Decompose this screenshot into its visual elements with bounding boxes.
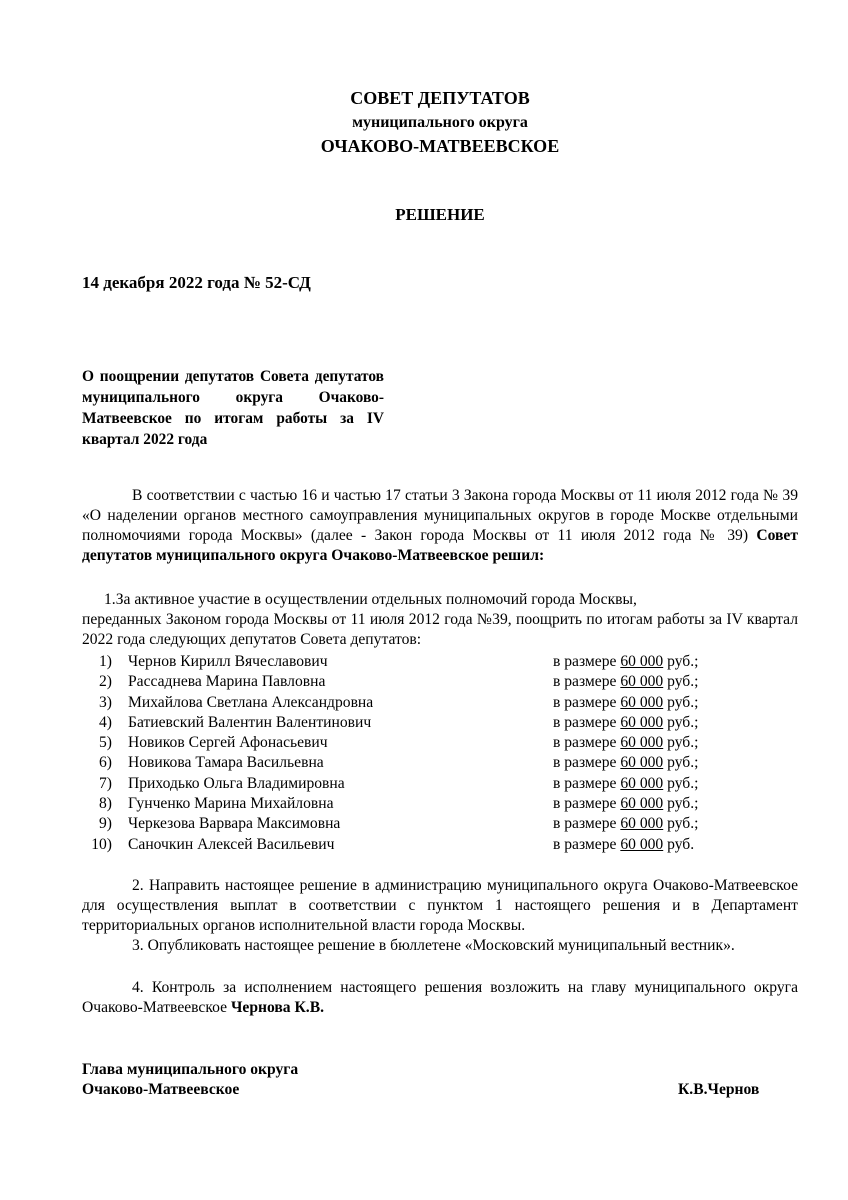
point-4-text: 4. Контроль за исполнением настоящего решения возложить на главу муниципального округа Очаково-Матвеевское bbox=[82, 979, 798, 1016]
deputy-name: Новиков Сергей Афонасьевич bbox=[128, 734, 328, 752]
award-suffix: руб.; bbox=[663, 815, 699, 833]
award-prefix: в размере bbox=[553, 713, 621, 731]
document-type: РЕШЕНИЕ bbox=[395, 205, 485, 224]
deputy-row bbox=[82, 652, 802, 672]
deputy-number: 6) bbox=[99, 754, 112, 772]
award-suffix: руб.; bbox=[663, 795, 699, 813]
point-4-paragraph bbox=[82, 978, 798, 1018]
award-amount: 60 000 bbox=[620, 835, 664, 853]
deputy-number: 4) bbox=[99, 713, 112, 731]
award-suffix: руб.; bbox=[663, 673, 699, 691]
preamble-paragraph bbox=[82, 486, 798, 566]
signature-name: К.В.Чернов bbox=[678, 1081, 760, 1098]
deputy-list bbox=[82, 652, 802, 855]
deputy-name: Батиевский Валентин Валентинович bbox=[128, 713, 372, 731]
award-prefix: в размере bbox=[553, 693, 621, 711]
deputy-number: 1) bbox=[99, 653, 112, 670]
deputy-number: 5) bbox=[99, 734, 112, 752]
point-1-first-line: 1.За активное участие в осуществлении отдельных полномочий города Москвы, bbox=[104, 591, 637, 608]
point-2-paragraph: 2. Направить настоящее решение в администрацию муниципального округа Очаково-Матвеевское для осуществления выплат в соответствии с пунктом 1 настоящего решения и в Департамент территориальных органов исполнительной власти города Москвы. bbox=[82, 877, 798, 934]
award-amount: 60 000 bbox=[620, 795, 664, 813]
deputy-name: Новикова Тамара Васильевна bbox=[128, 754, 324, 772]
deputy-row bbox=[82, 672, 802, 692]
deputy-row bbox=[82, 774, 802, 794]
deputy-name: Михайлова Светлана Александровна bbox=[128, 693, 374, 711]
award-amount: 60 000 bbox=[620, 713, 664, 731]
deputy-award bbox=[553, 733, 698, 753]
signature-title-line1: Глава муниципального округа bbox=[82, 1061, 299, 1078]
award-suffix: руб.; bbox=[663, 653, 699, 670]
award-suffix: руб.; bbox=[663, 713, 699, 731]
signature-title bbox=[82, 1060, 298, 1100]
deputy-name: Приходько Ольга Владимировна bbox=[128, 774, 345, 792]
deputy-award bbox=[553, 672, 698, 692]
deputy-name: Саночкин Алексей Васильевич bbox=[128, 835, 335, 853]
deputy-number: 8) bbox=[99, 795, 112, 813]
deputy-row bbox=[82, 753, 802, 773]
deputy-row bbox=[82, 794, 802, 814]
deputy-award bbox=[553, 713, 698, 733]
award-prefix: в размере bbox=[553, 795, 621, 813]
deputy-row bbox=[82, 713, 802, 733]
deputy-name: Рассаднева Марина Павловна bbox=[128, 673, 326, 691]
award-amount: 60 000 bbox=[620, 815, 664, 833]
deputy-award bbox=[553, 774, 698, 794]
point-1-paragraph bbox=[82, 590, 798, 650]
award-prefix: в размере bbox=[553, 774, 621, 792]
award-amount: 60 000 bbox=[620, 673, 664, 691]
deputy-number: 3) bbox=[99, 693, 112, 711]
deputy-award bbox=[553, 814, 698, 834]
signature-title-line2: Очаково-Матвеевское bbox=[82, 1081, 240, 1098]
deputy-row bbox=[82, 733, 802, 753]
deputy-number: 7) bbox=[99, 774, 112, 792]
award-amount: 60 000 bbox=[620, 774, 664, 792]
award-prefix: в размере bbox=[553, 754, 621, 772]
decision-subject: О поощрении депутатов Совета депутатов муниципального округа Очаково-Матвеевское по итогам работы за IV квартал 2022 года bbox=[82, 368, 384, 448]
deputy-award bbox=[553, 693, 698, 713]
council-subtitle: муниципального округа bbox=[352, 114, 528, 131]
award-amount: 60 000 bbox=[620, 754, 664, 772]
point-4-name: Чернова К.В. bbox=[230, 999, 325, 1016]
award-amount: 60 000 bbox=[620, 653, 664, 670]
deputy-row bbox=[82, 693, 802, 713]
deputy-number: 2) bbox=[99, 673, 112, 691]
award-suffix: руб. bbox=[663, 835, 695, 853]
deputy-award bbox=[553, 835, 694, 855]
decision-date-number: 14 декабря 2022 года № 52-СД bbox=[82, 273, 311, 292]
deputy-row bbox=[82, 814, 802, 834]
deputy-number: 10) bbox=[91, 835, 112, 853]
deputy-row bbox=[82, 835, 802, 855]
award-prefix: в размере bbox=[553, 734, 621, 752]
preamble-resolution: Совет депутатов муниципального округа Очаково-Матвеевское решил: bbox=[82, 527, 798, 564]
award-suffix: руб.; bbox=[663, 693, 699, 711]
award-suffix: руб.; bbox=[663, 774, 699, 792]
award-suffix: руб.; bbox=[663, 754, 699, 772]
award-amount: 60 000 bbox=[620, 693, 664, 711]
deputy-name: Черкезова Варвара Максимовна bbox=[128, 815, 341, 833]
district-name: ОЧАКОВО-МАТВЕЕВСКОЕ bbox=[320, 136, 560, 156]
point-3-paragraph: 3. Опубликовать настоящее решение в бюллетене «Московский муниципальный вестник». bbox=[132, 937, 735, 954]
award-suffix: руб.; bbox=[663, 734, 699, 752]
award-prefix: в размере bbox=[553, 673, 621, 691]
award-amount: 60 000 bbox=[620, 734, 664, 752]
deputy-award bbox=[553, 753, 698, 773]
deputy-award bbox=[553, 652, 698, 672]
deputy-name: Чернов Кирилл Вячеславович bbox=[128, 653, 328, 670]
deputy-award bbox=[553, 794, 698, 814]
award-prefix: в размере bbox=[553, 835, 621, 853]
preamble-text: В соответствии с частью 16 и частью 17 статьи 3 Закона города Москвы от 11 июля 2012 года № 39 «О наделении органов местного самоуправления муниципальных округов в городе Москве отдельными полномочиями города Москвы» (далее - Закон города Москвы от 11 июля 2012 года № 39) bbox=[82, 487, 798, 544]
award-prefix: в размере bbox=[553, 815, 621, 833]
award-prefix: в размере bbox=[553, 653, 621, 670]
council-title: СОВЕТ ДЕПУТАТОВ bbox=[350, 88, 530, 108]
deputy-name: Гунченко Марина Михайловна bbox=[128, 795, 334, 813]
point-1-rest: переданных Законом города Москвы от 11 июля 2012 года №39, поощрить по итогам работы за IV квартал 2022 года следующих депутатов Совета депутатов: bbox=[82, 611, 798, 648]
deputy-number: 9) bbox=[99, 815, 112, 833]
